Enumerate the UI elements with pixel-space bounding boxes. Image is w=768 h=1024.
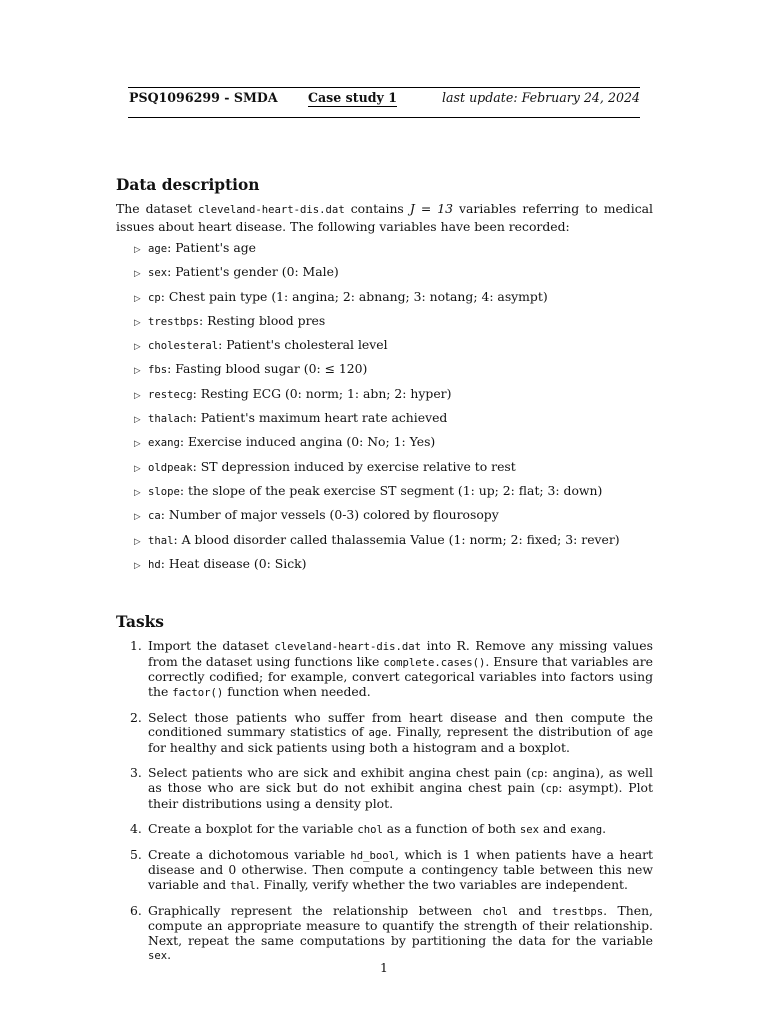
task-list [116, 639, 653, 974]
intro-text: contains [344, 201, 410, 216]
task-text: : asympt). Plot their distributions using a density plot. [148, 780, 653, 811]
task-text: Import the dataset [148, 638, 275, 653]
variable-item-age [134, 240, 620, 264]
variable-description: : Resting blood pres [199, 312, 326, 328]
variable-description: : ST depression induced by exercise relative to rest [192, 458, 516, 474]
variable-description: : Patient's maximum heart rate achieved [192, 410, 448, 426]
triangle-bullet-icon: ▷ [134, 415, 141, 426]
triangle-bullet-icon: ▷ [134, 439, 141, 450]
code-snippet: cp [545, 783, 559, 795]
task-text: function when needed. [223, 683, 371, 699]
code-snippet: sex [519, 823, 540, 836]
variable-item-thalach [134, 410, 620, 434]
variable-name: oldpeak [148, 461, 193, 474]
variable-description: : the slope of the peak exercise ST segment (1: up; 2: flat; 3: down) [179, 482, 603, 498]
triangle-bullet-icon: ▷ [134, 512, 141, 523]
task-number: 5. [130, 846, 142, 862]
task-number: 2. [130, 709, 142, 725]
intro-text: The dataset [116, 201, 198, 216]
task-text: Select those patients who suffer from heart disease and then compute the conditioned summary statistics of [148, 709, 653, 739]
task-item [116, 639, 653, 700]
triangle-bullet-icon: ▷ [134, 269, 141, 280]
variable-description: : Chest pain type (1: angina; 2: abnang; 3: notang; 4: asympt) [160, 288, 548, 304]
code-snippet: age [368, 727, 388, 739]
task-number: 4. [130, 820, 142, 836]
variable-description: : Number of major vessels (0-3) colored by flourosopy [160, 507, 499, 523]
variable-description: : Patient's age [167, 240, 257, 255]
document-title: Case study 1 [308, 90, 398, 105]
task-text: Select patients who are sick and exhibit angina chest pain ( [148, 764, 531, 780]
code-snippet: trestbps [552, 905, 604, 918]
variable-name: slope [148, 485, 180, 498]
variable-item-oldpeak [134, 459, 620, 483]
triangle-bullet-icon: ▷ [134, 342, 141, 353]
task-text: . [602, 820, 607, 836]
task-item [116, 822, 653, 838]
task-number: 3. [130, 764, 142, 780]
variable-item-hd [134, 556, 620, 580]
task-text: for healthy and sick patients using both a histogram and a boxplot. [148, 739, 570, 755]
code-snippet: sex [148, 950, 168, 962]
variable-name: hd [148, 558, 161, 571]
task-item [116, 848, 653, 894]
variable-item-cp [134, 289, 620, 313]
triangle-bullet-icon: ▷ [134, 560, 141, 571]
triangle-bullet-icon: ▷ [134, 245, 141, 255]
task-text: as a function of both [382, 820, 520, 836]
variable-item-ca [134, 507, 620, 531]
page-number: 1 [380, 960, 388, 975]
section-heading-data-description: Data description [116, 176, 260, 194]
dataset-filename: cleveland-heart-dis.dat [198, 204, 345, 216]
task-text: . Then, compute an appropriate measure to quantify the strength of their relationship. Next, repeat the same computations by partitioning the data for the variable [148, 902, 653, 948]
task-number: 1. [130, 638, 142, 653]
triangle-bullet-icon: ▷ [134, 366, 141, 377]
triangle-bullet-icon: ▷ [134, 463, 141, 474]
variable-count-math: J = 13 [409, 201, 454, 216]
code-snippet: cleveland-heart-dis.dat [274, 641, 422, 653]
code-snippet: complete.cases() [383, 656, 486, 669]
last-update: last update: February 24, 2024 [442, 90, 640, 105]
task-text: . Finally, represent the distribution of [387, 724, 634, 739]
code-snippet: cp [530, 767, 544, 780]
triangle-bullet-icon: ▷ [134, 317, 141, 328]
variable-description: : Heat disease (0: Sick) [160, 555, 307, 571]
task-text: Create a boxplot for the variable [148, 820, 358, 836]
data-intro-paragraph [116, 201, 653, 234]
variable-description: : Resting ECG (0: norm; 1: abn; 2: hyper) [192, 385, 452, 401]
code-snippet: age [633, 727, 653, 739]
code-snippet: chol [482, 905, 508, 918]
variable-item-trestbps [134, 313, 620, 337]
task-number: 6. [130, 902, 142, 918]
task-item [116, 711, 653, 756]
variable-name: ca [148, 510, 161, 523]
code-snippet: thal [230, 879, 256, 892]
variable-name: trestbps [148, 315, 200, 328]
variable-name: cp [148, 291, 161, 304]
header-bottom-rule [128, 117, 640, 118]
triangle-bullet-icon: ▷ [134, 390, 141, 401]
triangle-bullet-icon: ▷ [134, 293, 141, 304]
variable-item-sex [134, 264, 620, 288]
code-snippet: hd_bool [350, 849, 396, 862]
variable-name: cholesteral [148, 340, 219, 353]
variable-list [134, 240, 620, 580]
variable-description: : Exercise induced angina (0: No; 1: Yes) [179, 434, 436, 450]
header-top-rule [128, 87, 640, 88]
variable-description: : Patient's gender (0: Male) [167, 264, 339, 280]
variable-item-restecg [134, 386, 620, 410]
variable-name: thal [148, 534, 174, 547]
variable-item-thal [134, 532, 620, 556]
variable-name: sex [148, 267, 168, 280]
task-text: . Ensure that variables are correctly codified; for example, convert categorical variables into factors using the [148, 653, 653, 699]
variable-name: fbs [148, 364, 168, 377]
variable-name: exang [148, 437, 180, 450]
task-item [116, 766, 653, 812]
variable-description: : Fasting blood sugar (0: ≤ 120) [167, 361, 368, 377]
task-text: and [508, 902, 553, 918]
variable-name: age [148, 243, 168, 255]
section-heading-tasks: Tasks [116, 613, 164, 631]
variable-name: thalach [148, 413, 193, 426]
task-text: : angina), as well as those who are sick but do not exhibit angina chest pain ( [148, 764, 653, 795]
task-text: , which is 1 when patients have a heart disease and 0 otherwise. Then compute a contingency table between this new variable and [148, 846, 653, 892]
code-snippet: chol [357, 823, 383, 836]
task-text: Graphically represent the relationship between [148, 902, 483, 918]
task-text: and [539, 820, 571, 836]
variable-description: : Patient's cholesteral level [218, 337, 388, 353]
task-text: . [167, 947, 172, 962]
variable-item-fbs [134, 361, 620, 385]
variable-item-exang [134, 434, 620, 458]
variable-name: restecg [148, 388, 193, 401]
task-text: . Finally, verify whether the two variables are independent. [255, 876, 628, 892]
task-text: into R. Remove any missing values from the dataset using functions like [148, 638, 653, 669]
triangle-bullet-icon: ▷ [134, 487, 141, 498]
task-text: Create a dichotomous variable [148, 846, 351, 862]
variable-description: : A blood disorder called thalassemia Value (1: norm; 2: fixed; 3: rever) [173, 531, 620, 547]
course-code: PSQ1096299 - SMDA [129, 90, 278, 105]
triangle-bullet-icon: ▷ [134, 536, 141, 547]
variable-item-slope [134, 483, 620, 507]
intro-text: variables referring to medical issues about heart disease. The following variables have been recorded: [116, 201, 653, 234]
code-snippet: factor() [172, 686, 224, 699]
code-snippet: exang [570, 823, 603, 836]
task-item [116, 904, 653, 964]
variable-item-cholesteral [134, 337, 620, 361]
